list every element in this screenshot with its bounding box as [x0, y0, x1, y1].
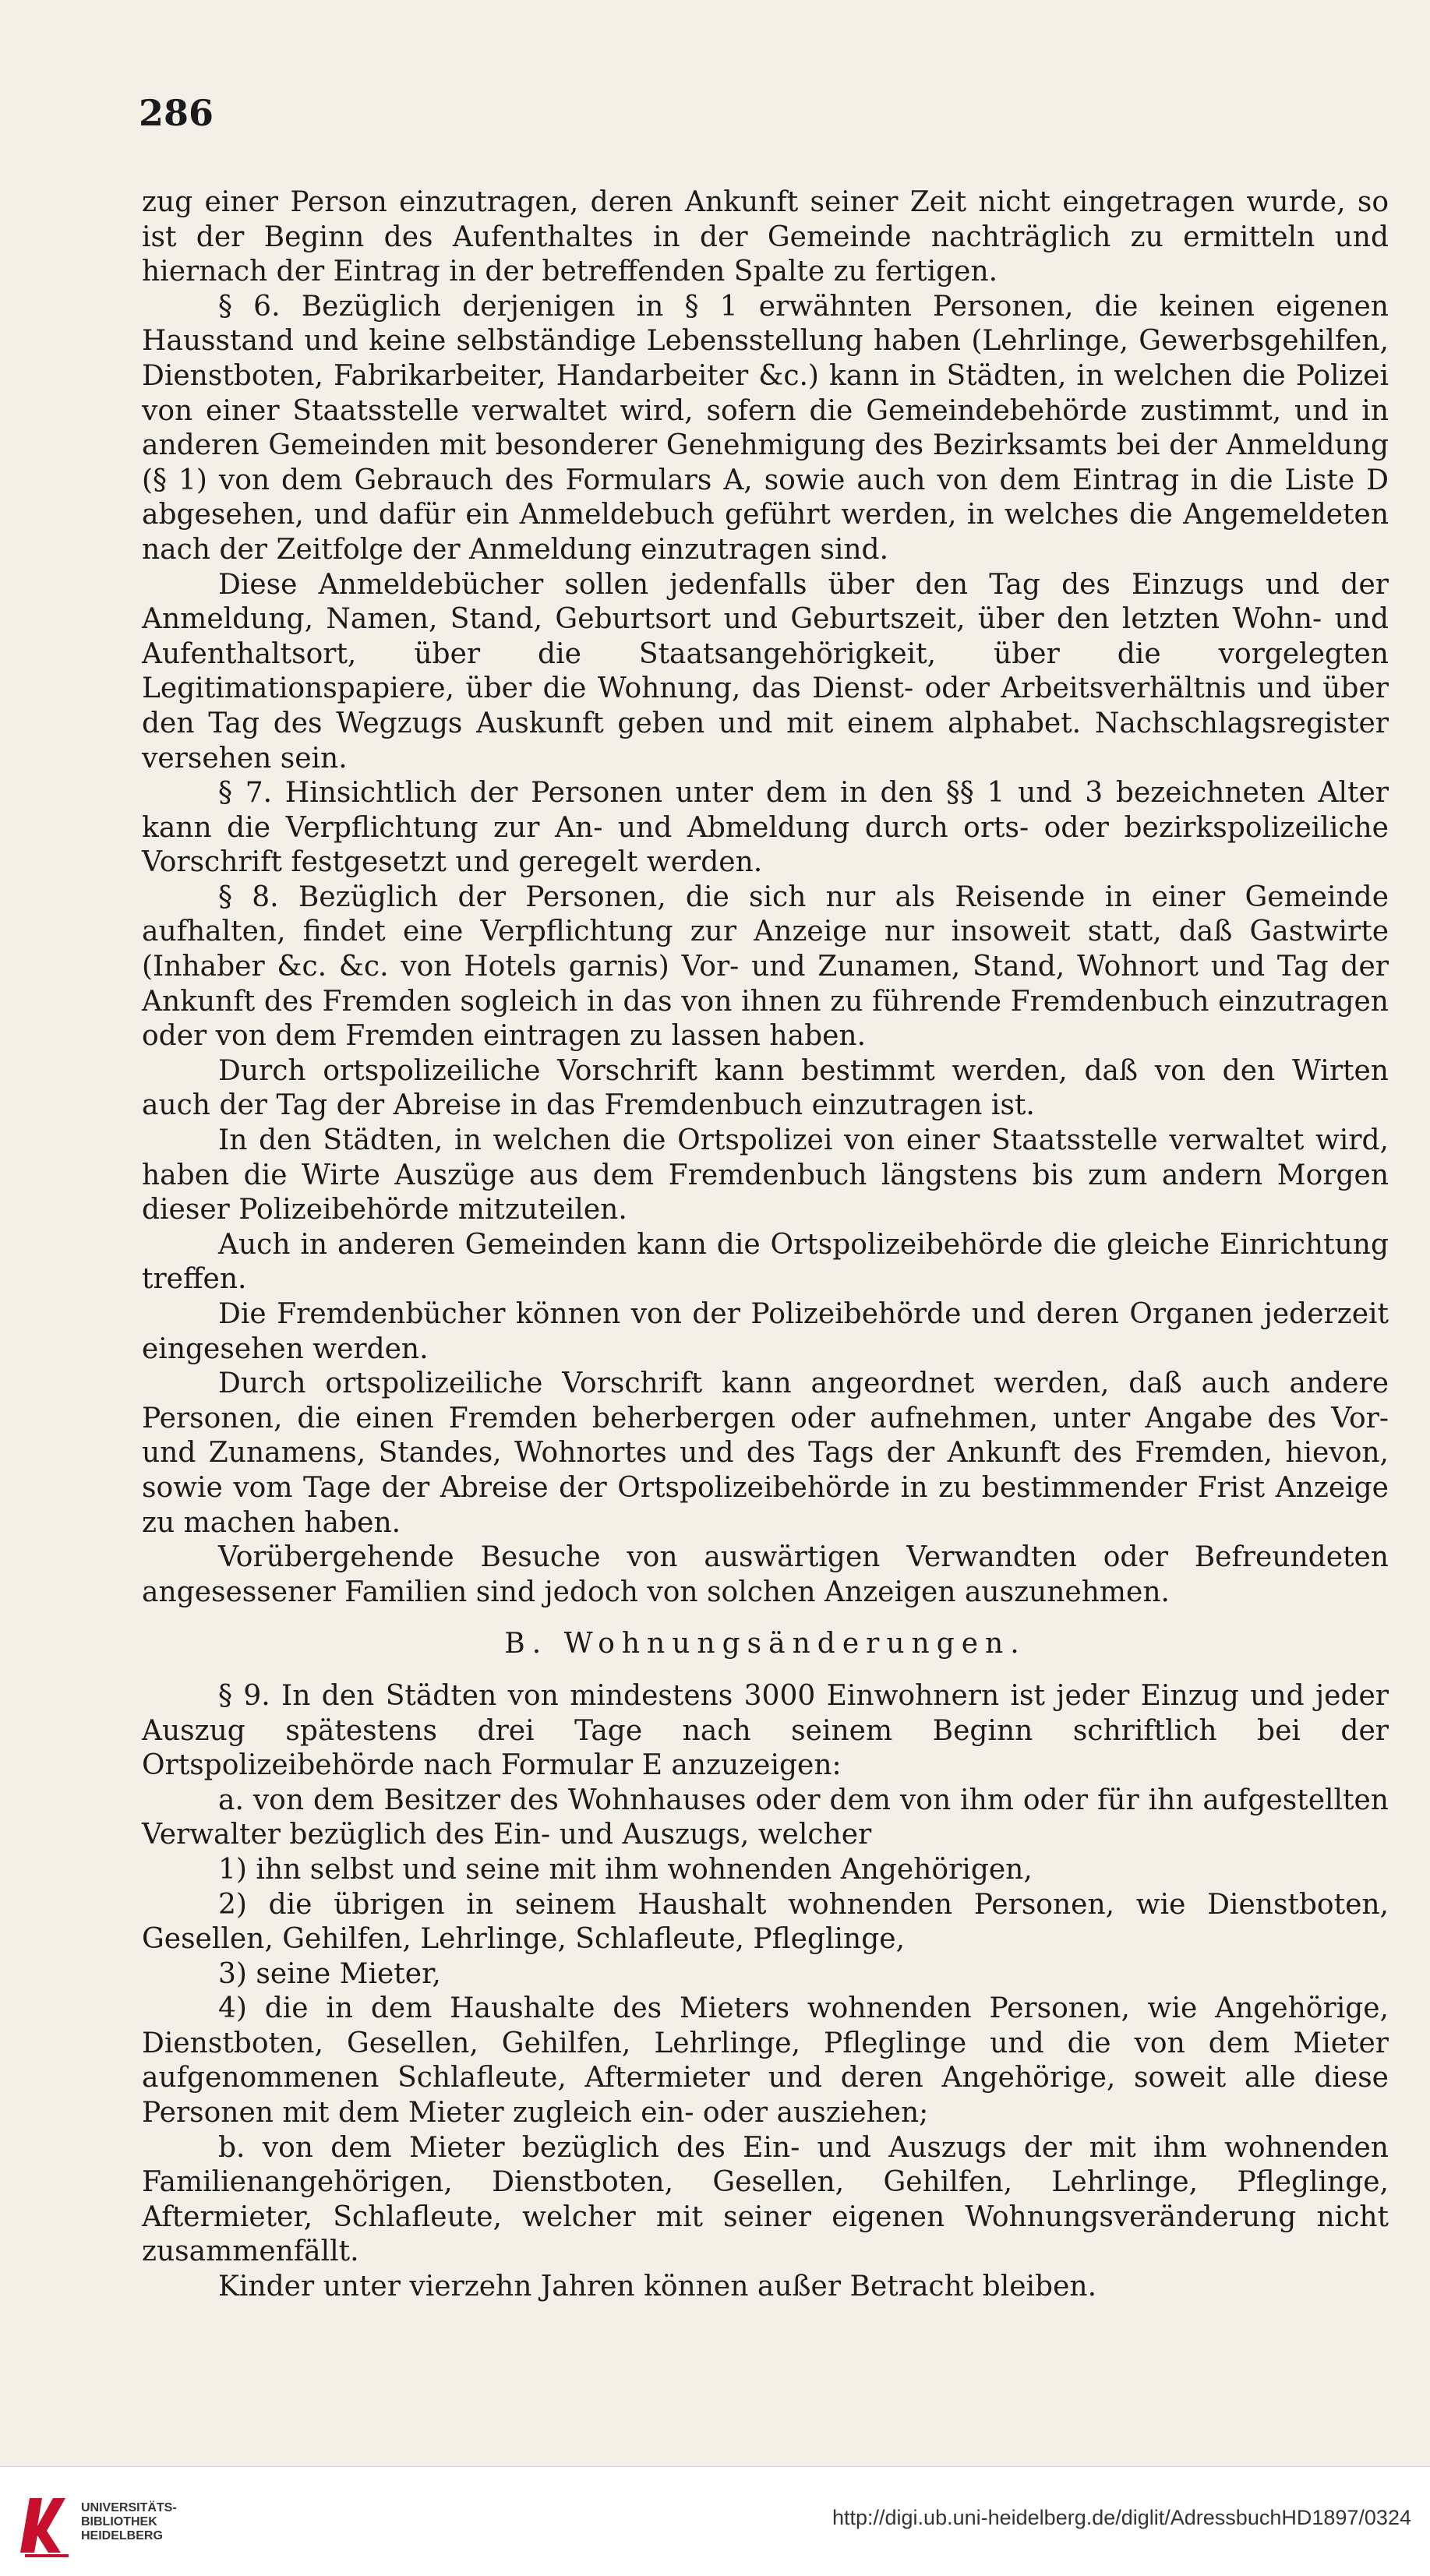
- paragraph-staedte-auszuege: In den Städten, in welchen die Ortspolizei von einer Staatsstelle verwaltet wird, haben die Wirte Auszüge aus dem Fremdenbuch längstens bis zum andern Morgen dieser Polizeibehörde mitzuteilen.: [142, 1124, 1389, 1226]
- paragraph-section-9: § 9. In den Städten von mindestens 3000 Einwohnern ist jeder Einzug und jeder Auszug spätestens drei Tage nach seinem Beginn schriftlich bei der Ortspolizeibehörde nach Formular E anzuzeigen:: [142, 1679, 1389, 1782]
- list-item-a1: 1) ihn selbst und seine mit ihm wohnenden Angehörigen,: [218, 1853, 1033, 1886]
- paragraph-besuche: Vorübergehende Besuche von auswärtigen Verwandten oder Befreundeten angesessener Familien sind jedoch von solchen Anzeigen auszunehmen.: [142, 1541, 1389, 1608]
- library-logo-icon: [14, 2482, 76, 2560]
- library-name-line: BIBLIOTHEK: [81, 2515, 157, 2528]
- paragraph-section-7: § 7. Hinsichtlich der Personen unter dem in den §§ 1 und 3 bezeichneten Alter kann die Verpflichtung zur An- und Abmeldung durch orts- oder bezirkspolizeiliche Vorschrift festgesetzt und geregelt werden.: [142, 777, 1389, 879]
- paragraph-andere-personen: Durch ortspolizeiliche Vorschrift kann angeordnet werden, daß auch andere Personen, die einen Fremden beherbergen oder aufnehmen, unter Angabe des Vor- und Zunamens, Standes, Wohnortes und des Tags der Ankunft des Fremden, hievon, sowie vom Tage der Abreise der Ortspolizeibehörde in zu bestimmender Frist Anzeige zu machen haben.: [142, 1367, 1389, 1539]
- library-name-line: HEIDELBERG: [81, 2529, 163, 2542]
- paragraph-section-6: § 6. Bezüglich derjenigen in § 1 erwähnten Personen, die keinen eigenen Hausstand und keine selbständige Lebensstellung haben (Lehrlinge, Gewerbsgehilfen, Dienstboten, Fabrikarbeiter, Handarbeiter &c.) kann in Städten, in welchen die Polizei von einer Staatsstelle verwaltet wird, sofern die Gemeindebehörde zustimmt, und in anderen Gemeinden mit besonderer Genehmigung des Bezirksamts bei der Anmeldung (§ 1) von dem Gebrauch des Formulars A, sowie auch von dem Eintrag in die Liste D abgesehen, und dafür ein Anmeldebuch geführt werden, in welches die Angemeldeten nach der Zeitfolge der Anmeldung einzutragen sind.: [142, 290, 1389, 566]
- paragraph-continuation: zug einer Person einzutragen, deren Ankunft seiner Zeit nicht eingetragen wurde, so ist der Beginn des Aufenthaltes in der Gemeinde nachträglich zu ermitteln und hiernach der Eintrag in der betreffenden Spalte zu fertigen.: [142, 186, 1389, 288]
- list-item-b: b. von dem Mieter bezüglich des Ein- und Auszugs der mit ihm wohnenden Familienangehörigen, Dienstboten, Gesellen, Gehilfen, Lehrlinge, Pfleglinge, Aftermieter, Schlafleute, welcher mit seiner eigenen Wohnungsveränderung nicht zusammenfällt.: [142, 2131, 1389, 2268]
- library-footer: [0, 2466, 1430, 2576]
- paragraph-section-8: § 8. Bezüglich der Personen, die sich nur als Reisende in einer Gemeinde aufhalten, findet eine Verpflichtung zur Anzeige nur insoweit statt, daß Gastwirte (Inhaber &c. &c. von Hotels garnis) Vor- und Zunamen, Stand, Wohnort und Tag der Ankunft des Fremden sogleich in das von ihnen zu führende Fremdenbuch einzutragen oder von dem Fremden eintragen zu lassen haben.: [142, 880, 1389, 1053]
- list-item-a2: 2) die übrigen in seinem Haushalt wohnenden Personen, wie Dienstboten, Gesellen, Gehilfen, Lehrlinge, Schlafleute, Pfleglinge,: [142, 1888, 1389, 1956]
- paragraph-fremdenbuecher: Die Fremdenbücher können von der Polizeibehörde und deren Organen jederzeit eingesehen werden.: [142, 1298, 1389, 1365]
- source-url-link[interactable]: http://digi.ub.uni-heidelberg.de/diglit/AdressbuchHD1897/0324: [832, 2506, 1411, 2529]
- paragraph-abreise: Durch ortspolizeiliche Vorschrift kann bestimmt werden, daß von den Wirten auch der Tag der Abreise in das Fremdenbuch einzutragen ist.: [142, 1054, 1389, 1122]
- list-item-a3: 3) seine Mieter,: [218, 1957, 441, 1990]
- paragraph-anmeldebuecher: Diese Anmeldebücher sollen jedenfalls über den Tag des Einzugs und der Anmeldung, Namen, Stand, Geburtsort und Geburtszeit, über den letzten Wohn- und Aufenthaltsort, über die Staatsangehörigkeit, über die vorgelegten Legitimationspapiere, über die Wohnung, das Dienst- oder Arbeitsverhältnis und über den Tag des Wegzugs Auskunft geben und mit einem alphabet. Nachschlagsregister versehen sein.: [142, 568, 1389, 775]
- paragraph-kinder: Kinder unter vierzehn Jahren können außer Betracht bleiben.: [218, 2271, 1097, 2303]
- list-item-a: a. von dem Besitzer des Wohnhauses oder dem von ihm oder für ihn aufgestellten Verwalter bezüglich des Ein- und Auszugs, welcher: [142, 1784, 1389, 1851]
- document-body: [142, 185, 1389, 2305]
- list-item-a4: 4) die in dem Haushalte des Mieters wohnenden Personen, wie Angehörige, Dienstboten, Gesellen, Gehilfen, Lehrlinge, Pfleglinge und die von dem Mieter aufgenommenen Schlafleute, Aftermieter und deren Angehörige, soweit alle diese Personen mit dem Mieter zugleich ein- oder ausziehen;: [142, 1992, 1389, 2130]
- page-number: 286: [139, 92, 214, 134]
- library-name: [81, 2501, 177, 2543]
- paragraph-andere-gemeinden: Auch in anderen Gemeinden kann die Ortspolizeibehörde die gleiche Einrichtung treffen.: [142, 1228, 1389, 1296]
- library-name-line: UNIVERSITÄTS-: [81, 2501, 177, 2514]
- section-heading-wohnungsaenderungen: B. Wohnungsänderungen.: [504, 1628, 1026, 1660]
